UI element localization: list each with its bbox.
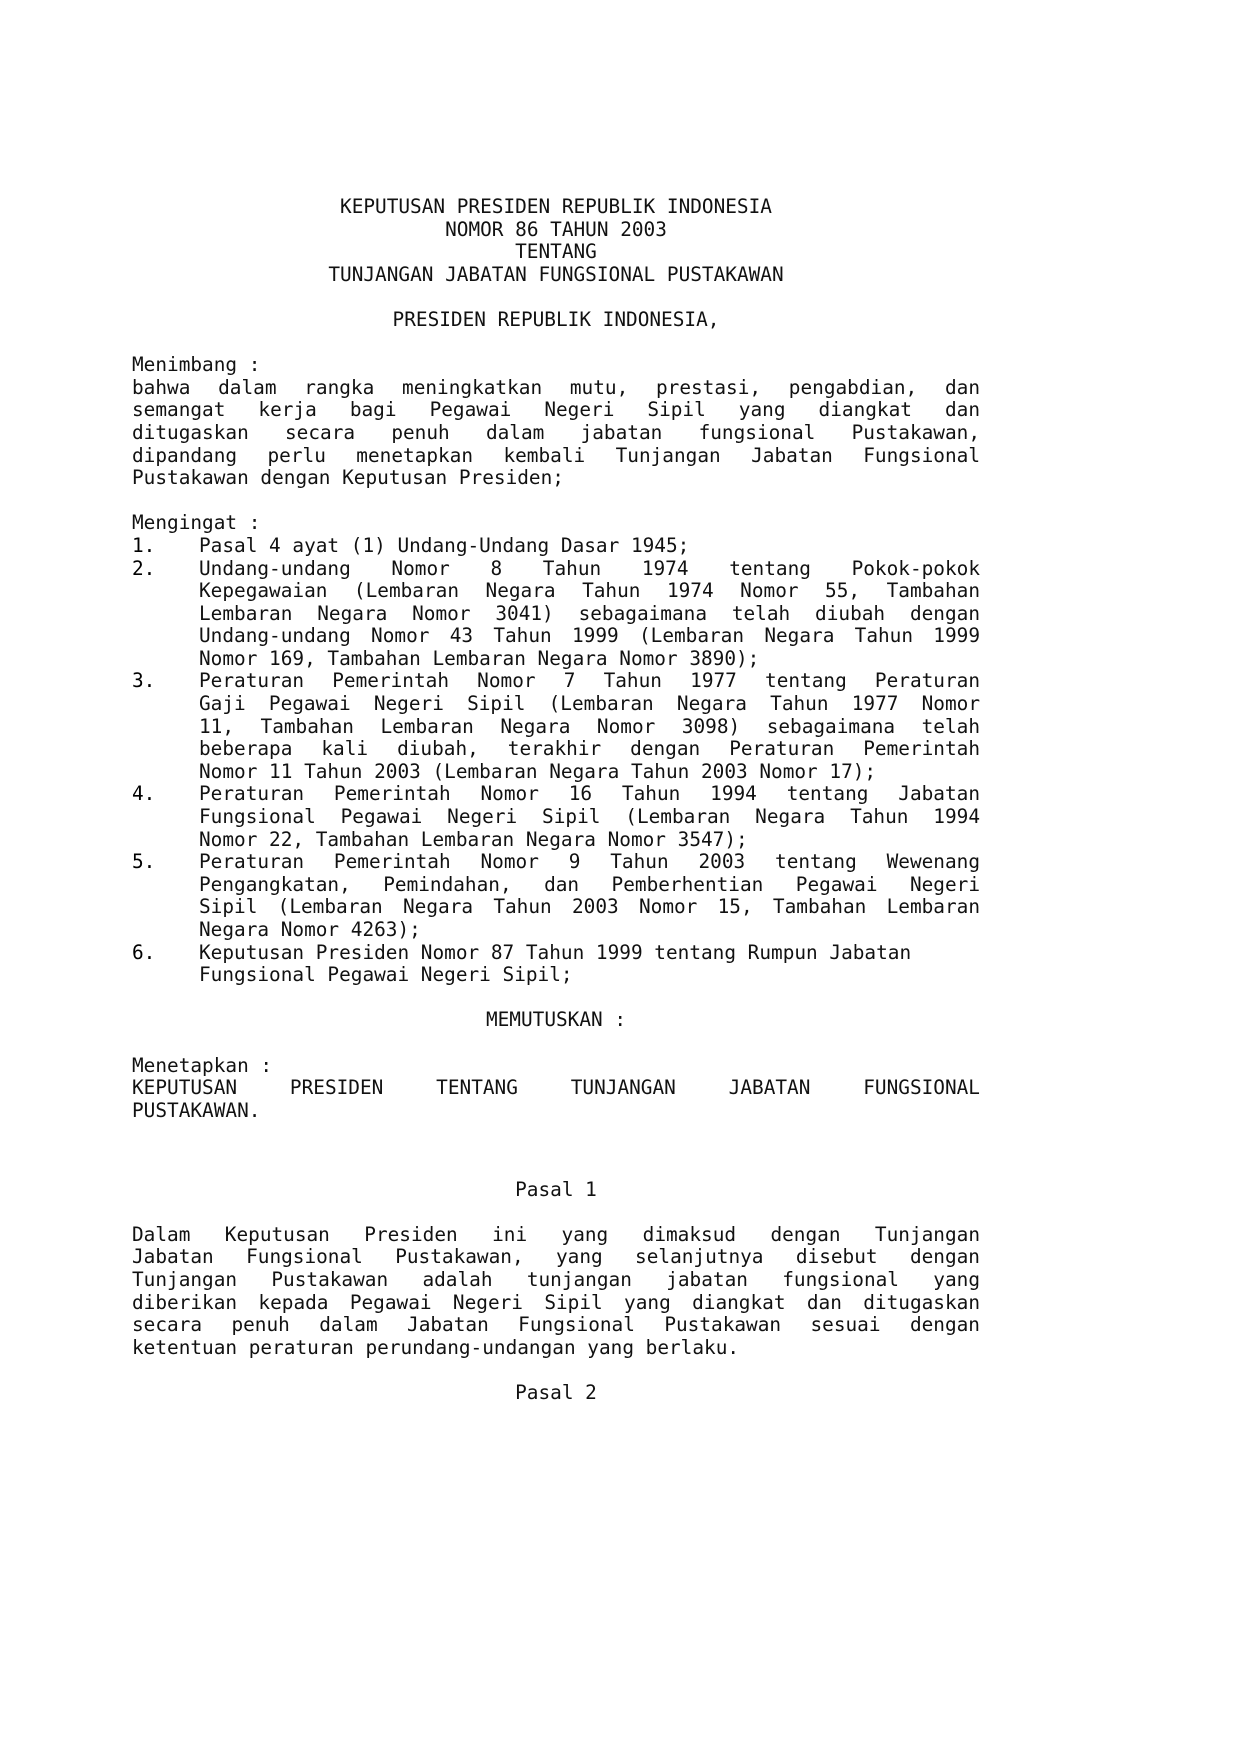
spacer bbox=[132, 1359, 980, 1382]
title-line-4: TUNJANGAN JABATAN FUNGSIONAL PUSTAKAWAN bbox=[328, 262, 784, 286]
spacer bbox=[132, 1145, 980, 1168]
spacer bbox=[132, 286, 980, 309]
item-line: Undang-undang Nomor 8 Tahun 1974 tentang Pokok-pokok bbox=[199, 556, 980, 580]
menetapkan-section bbox=[132, 1055, 980, 1123]
item-body bbox=[199, 670, 980, 783]
item-body bbox=[199, 942, 980, 987]
pasal-1-line: diberikan kepada Pegawai Negeri Sipil yang diangkat dan ditugaskan bbox=[132, 1290, 980, 1314]
item-line: Lembaran Negara Nomor 3041) sebagaimana telah diubah dengan bbox=[199, 601, 980, 625]
spacer bbox=[132, 332, 980, 355]
pasal-1-body bbox=[132, 1224, 980, 1360]
item-line: Nomor 169, Tambahan Lembaran Negara Nomor 3890); bbox=[199, 646, 760, 670]
menimbang-line: semangat kerja bagi Pegawai Negeri Sipil yang diangkat dan bbox=[132, 398, 980, 422]
item-line: Peraturan Pemerintah Nomor 7 Tahun 1977 tentang Peraturan bbox=[199, 669, 980, 693]
mengingat-item bbox=[132, 783, 980, 851]
spacer bbox=[132, 1168, 980, 1179]
title-line-2: NOMOR 86 TAHUN 2003 bbox=[445, 217, 667, 241]
item-line: Gaji Pegawai Negeri Sipil (Lembaran Negara Tahun 1977 Nomor bbox=[199, 692, 980, 716]
mengingat-item bbox=[132, 558, 980, 671]
item-number: 6. bbox=[132, 940, 156, 964]
item-line: Undang-undang Nomor 43 Tahun 1999 (Lembaran Negara Tahun 1999 bbox=[199, 624, 980, 648]
item-number: 1. bbox=[132, 533, 156, 557]
menetapkan-line: PUSTAKAWAN. bbox=[132, 1098, 261, 1122]
item-number: 2. bbox=[132, 556, 156, 580]
memutuskan-heading: MEMUTUSKAN : bbox=[485, 1008, 627, 1032]
item-line: 11, Tambahan Lembaran Negara Nomor 3098) sebagaimana telah bbox=[199, 714, 980, 738]
menimbang-line: ditugaskan secara penuh dalam jabatan fungsional Pustakawan, bbox=[132, 420, 980, 444]
item-line: Negara Nomor 4263); bbox=[199, 918, 421, 941]
item-line: Peraturan Pemerintah Nomor 16 Tahun 1994 tentang Jabatan bbox=[199, 782, 980, 806]
menimbang-line: Pustakawan dengan Keputusan Presiden; bbox=[132, 466, 564, 490]
spacer bbox=[132, 1201, 980, 1224]
item-line: Nomor 22, Tambahan Lembaran Negara Nomor 3547); bbox=[199, 827, 748, 851]
menimbang-line: dipandang perlu menetapkan kembali Tunjangan Jabatan Fungsional bbox=[132, 443, 980, 467]
mengingat-section bbox=[132, 512, 980, 986]
menetapkan-label: Menetapkan : bbox=[132, 1053, 273, 1077]
spacer bbox=[132, 1122, 980, 1145]
item-number: 3. bbox=[132, 669, 156, 693]
item-line: Nomor 11 Tahun 2003 (Lembaran Negara Tahun 2003 Nomor 17); bbox=[199, 759, 877, 783]
item-line: Fungsional Pegawai Negeri Sipil; bbox=[199, 963, 573, 987]
spacer bbox=[132, 987, 980, 1010]
item-line: beberapa kali diubah, terakhir dengan Peraturan Pemerintah bbox=[199, 737, 980, 761]
pasal-2-heading: Pasal 2 bbox=[515, 1380, 597, 1404]
mengingat-item bbox=[132, 670, 980, 783]
pasal-1-line: Tunjangan Pustakawan adalah tunjangan jabatan fungsional yang bbox=[132, 1267, 980, 1291]
item-line: Kepegawaian (Lembaran Negara Tahun 1974 Nomor 55, Tambahan bbox=[199, 579, 980, 603]
mengingat-item bbox=[132, 942, 980, 987]
title-line-3: TENTANG bbox=[515, 240, 597, 264]
pasal-1-line: ketentuan peraturan perundang-undangan yang berlaku. bbox=[132, 1335, 740, 1359]
issuer-line: PRESIDEN REPUBLIK INDONESIA, bbox=[392, 307, 720, 331]
item-body bbox=[199, 783, 980, 851]
menetapkan-line: KEPUTUSAN PRESIDEN TENTANG TUNJANGAN JABATAN FUNGSIONAL bbox=[132, 1076, 980, 1100]
pasal-1-line: secara penuh dalam Jabatan Fungsional Pustakawan sesuai dengan bbox=[132, 1313, 980, 1337]
item-line: Sipil (Lembaran Negara Tahun 2003 Nomor 15, Tambahan Lembaran bbox=[199, 895, 980, 919]
mengingat-label: Mengingat : bbox=[132, 511, 261, 535]
mengingat-item bbox=[132, 535, 980, 558]
spacer bbox=[132, 490, 980, 513]
pasal-1-line: Jabatan Fungsional Pustakawan, yang selanjutnya disebut dengan bbox=[132, 1245, 980, 1269]
item-line: Pasal 4 ayat (1) Undang-Undang Dasar 1945; bbox=[199, 533, 690, 557]
title-line-1: KEPUTUSAN PRESIDEN REPUBLIK INDONESIA bbox=[340, 195, 772, 218]
document-content bbox=[132, 196, 980, 1404]
item-body bbox=[199, 851, 980, 941]
menimbang-line: bahwa dalam rangka meningkatkan mutu, prestasi, pengabdian, dan bbox=[132, 375, 980, 399]
item-line: Keputusan Presiden Nomor 87 Tahun 1999 tentang Rumpun Jabatan bbox=[199, 940, 912, 964]
pasal-1-line: Dalam Keputusan Presiden ini yang dimaksud dengan Tunjangan bbox=[132, 1222, 980, 1246]
item-number: 4. bbox=[132, 782, 156, 806]
item-body bbox=[199, 535, 980, 558]
item-line: Fungsional Pegawai Negeri Sipil (Lembaran Negara Tahun 1994 bbox=[199, 805, 980, 829]
menimbang-label: Menimbang : bbox=[132, 353, 261, 377]
pasal-1-heading: Pasal 1 bbox=[515, 1177, 597, 1201]
item-number: 5. bbox=[132, 850, 156, 874]
item-line: Peraturan Pemerintah Nomor 9 Tahun 2003 tentang Wewenang bbox=[199, 850, 980, 874]
title-block bbox=[132, 196, 980, 286]
spacer bbox=[132, 1032, 980, 1055]
item-line: Pengangkatan, Pemindahan, dan Pemberhentian Pegawai Negeri bbox=[199, 872, 980, 896]
menimbang-section bbox=[132, 354, 980, 490]
mengingat-item bbox=[132, 851, 980, 941]
item-body bbox=[199, 558, 980, 671]
